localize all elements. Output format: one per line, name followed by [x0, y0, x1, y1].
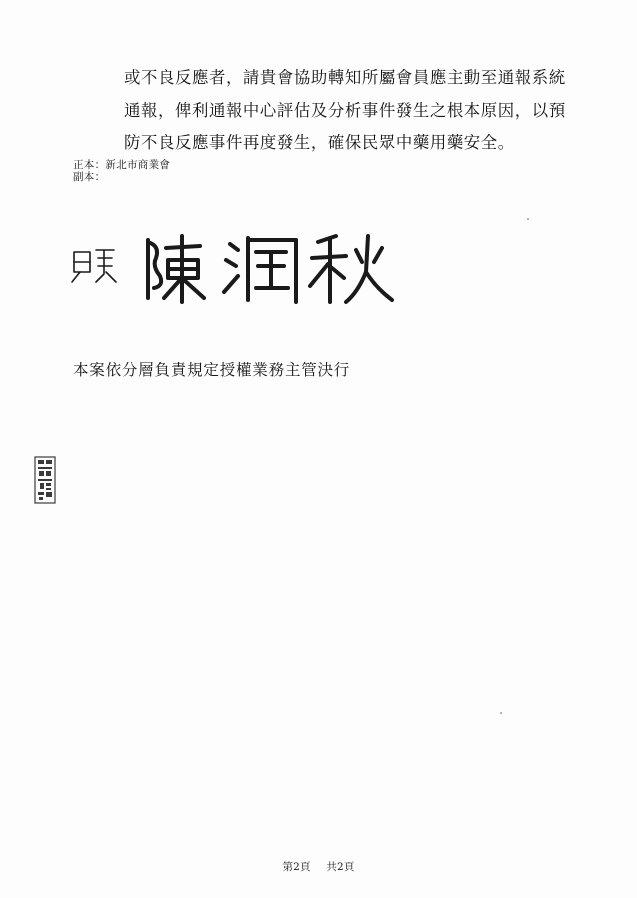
document-seal [34, 456, 56, 504]
body-line-2: 通報，俾利通報中心評估及分析事件發生之根本原因，以預 [124, 101, 566, 120]
body-line-3: 防不良反應事件再度發生，確保民眾中藥用藥安全。 [124, 133, 515, 152]
signature-title-mark [72, 250, 116, 282]
page-total: 共2頁 [326, 861, 355, 873]
delegation-note: 本案依分層負責規定授權業務主管決行 [73, 361, 351, 379]
page-number [0, 859, 637, 874]
signature-char-2 [224, 238, 296, 302]
page-current: 第2頁 [282, 861, 311, 873]
signature-char-3 [310, 236, 392, 302]
body-line-1: 或不良反應者，請貴會協助轉知所屬會員應主動至通報系統 [124, 68, 566, 87]
primary-recipient: 正本：新北市商業會 [73, 159, 171, 171]
copy-recipient: 副本： [73, 171, 106, 183]
scan-speck [500, 712, 502, 714]
director-signature [60, 222, 400, 312]
scan-speck [527, 218, 529, 220]
signature-char-1 [148, 236, 204, 302]
